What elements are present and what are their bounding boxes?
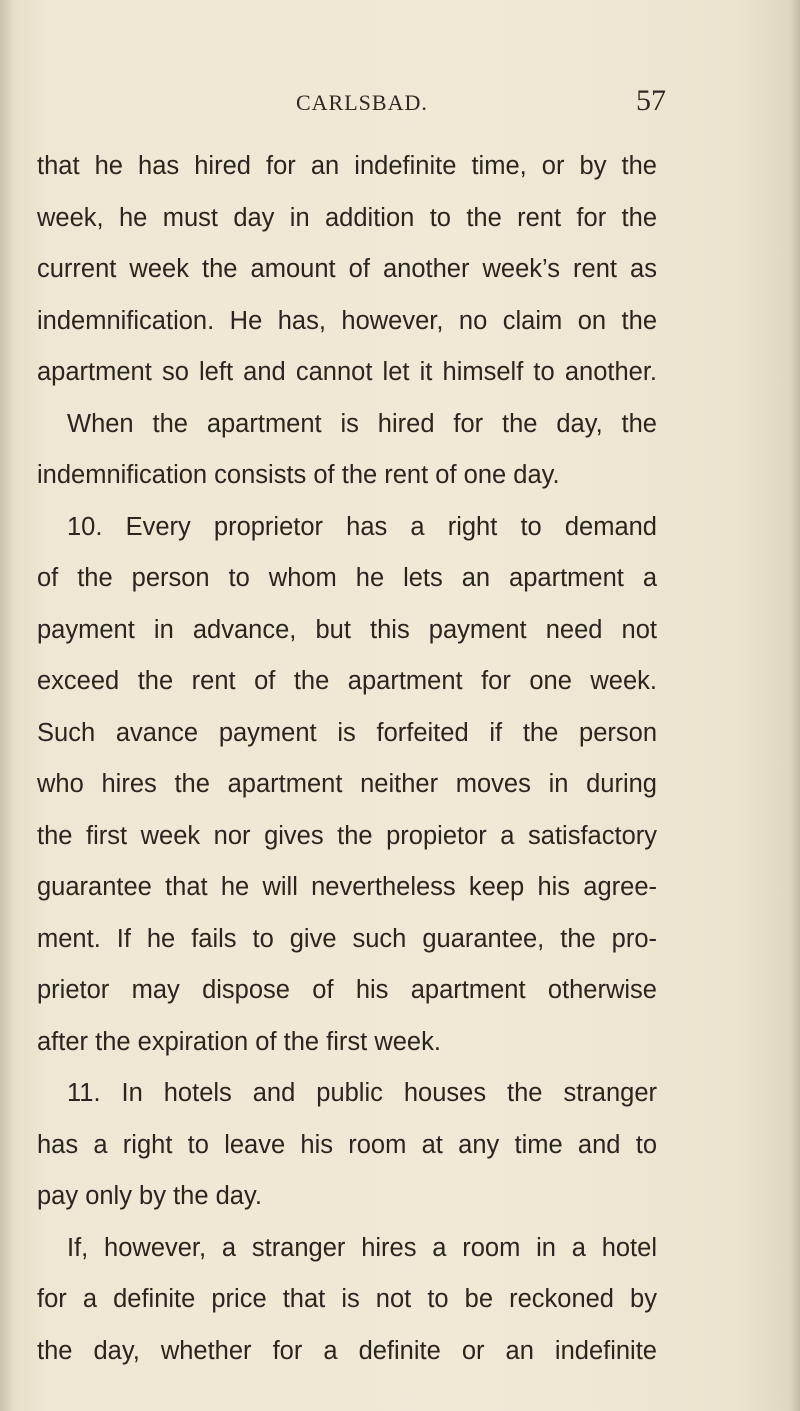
running-head: CARLSBAD. [296, 90, 428, 115]
text-line: payment in advance, but this payment need not [37, 615, 657, 644]
text-line: for a definite price that is not to be reckoned by [37, 1285, 657, 1313]
text-line: ment. If he fails to give such guarantee, the pro- [37, 924, 657, 953]
text-line: indemnification consists of the rent of one day. [37, 461, 560, 489]
text-line: When the apartment is hired for the day, the [67, 409, 657, 438]
text-line: of the person to whom he lets an apartment a [37, 564, 657, 592]
text-line: who hires the apartment neither moves in during [37, 770, 657, 798]
text-line: Such avance payment is forfeited if the person [37, 718, 657, 747]
gutter-shadow [0, 0, 14, 1411]
text-line: week, he must day in addition to the rent for the [37, 203, 657, 232]
text-line: that he has hired for an indefinite time, or by the [37, 152, 657, 180]
text-line: apartment so left and cannot let it himself to another. [37, 358, 657, 386]
text-line: the day, whether for a definite or an indefinite [37, 1336, 657, 1365]
text-line: the first week nor gives the propietor a satisfactory [37, 821, 657, 850]
text-line: after the expiration of the first week. [37, 1027, 441, 1056]
text-line: guarantee that he will nevertheless keep his agree- [37, 873, 657, 901]
page-edge-shadow [790, 0, 800, 1411]
text-line: If, however, a stranger hires a room in a hotel [67, 1233, 657, 1262]
text-line: has a right to leave his room at any time and to [37, 1130, 657, 1159]
text-line: prietor may dispose of his apartment otherwise [37, 976, 657, 1004]
text-line: pay only by the day. [37, 1182, 262, 1210]
page-header [0, 84, 800, 124]
page-number: 57 [636, 84, 666, 117]
text-line: indemnification. He has, however, no claim on the [37, 306, 657, 335]
text-line: 11. In hotels and public houses the stranger [67, 1079, 657, 1107]
text-line: 10. Every proprietor has a right to demand [67, 512, 657, 541]
body-text [37, 146, 657, 1382]
text-line: current week the amount of another week’s rent as [37, 255, 657, 283]
text-line: exceed the rent of the apartment for one week. [37, 667, 657, 695]
